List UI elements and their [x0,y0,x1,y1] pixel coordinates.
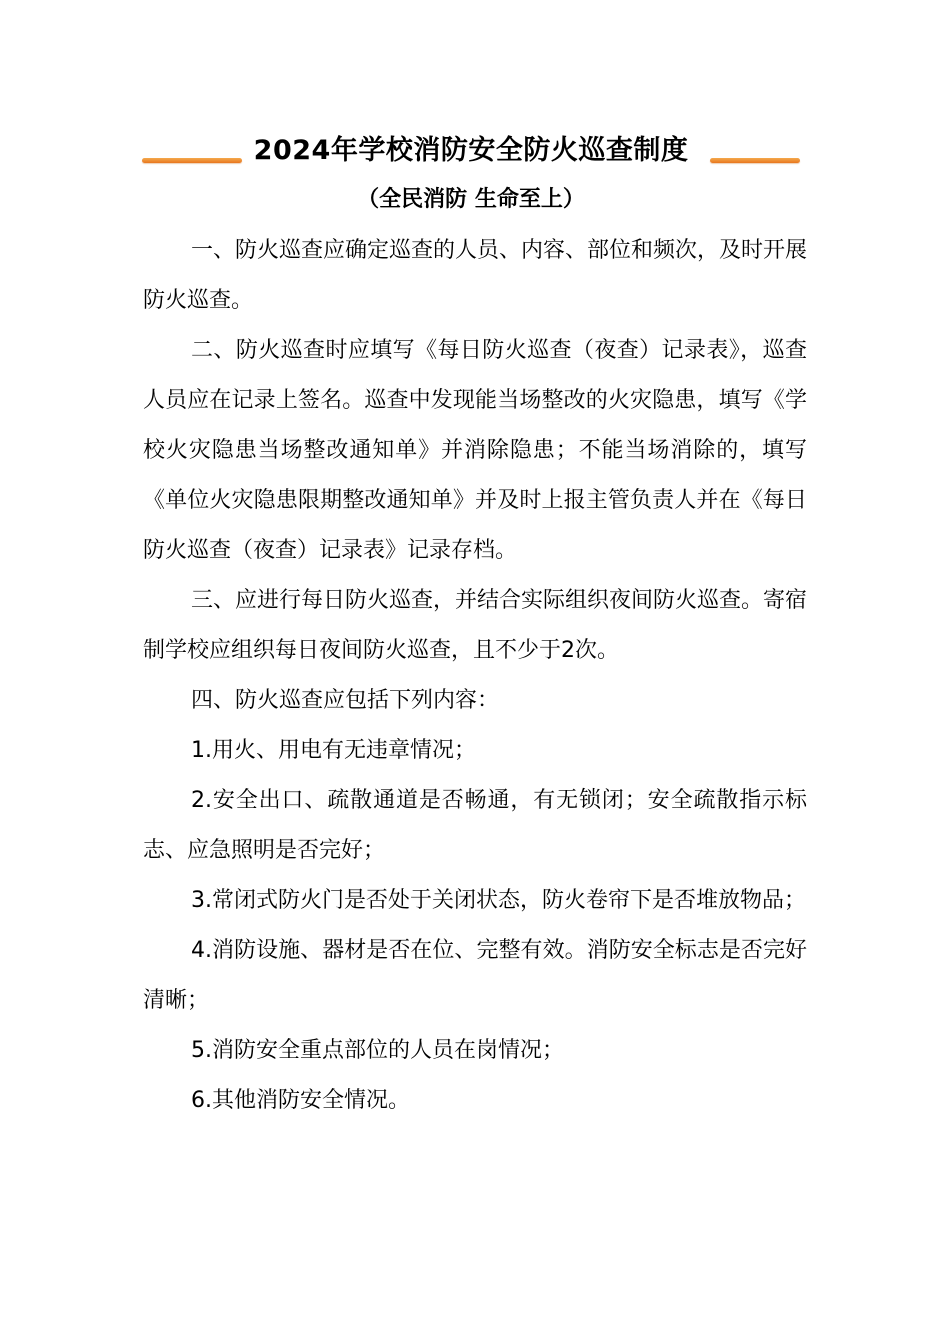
document-subtitle: （全民消防 生命至上） [357,187,585,212]
list-item-5: 5.消防安全重点部位的人员在岗情况； [191,1038,564,1063]
paragraph-4: 四、防火巡查应包括下列内容： [191,688,500,713]
paragraph-1: 一、防火巡查应确定巡查的人员、内容、部位和频次，及时开展防火巡查。 [143,238,808,313]
paragraph-2: 二、防火巡查时应填写《每日防火巡查（夜查）记录表》，巡查人员应在记录上签名。巡查中发现能当场整改的火灾隐患，填写《学校火灾隐患当场整改通知单》并消除隐患；不能当场消除的，填写《单位火灾隐患限期整改通知单》并及时上报主管负责人并在《每日防火巡查（夜查）记录表》记录存档。 [143,338,807,563]
list-item-4: 4.消防设施、器材是否在位、完整有效。消防安全标志是否完好清晰； [143,938,807,1013]
paragraph-3: 三、应进行每日防火巡查，并结合实际组织夜间防火巡查。寄宿制学校应组织每日夜间防火巡查，且不少于2次。 [143,588,808,663]
list-item-1: 1.用火、用电有无违章情况； [191,738,476,763]
list-item-6: 6.其他消防安全情况。 [191,1088,410,1113]
document-title-wrapper [142,128,800,174]
list-item-2: 2.安全出口、疏散通道是否畅通，有无锁闭；安全疏散指示标志、应急照明是否完好； [143,788,807,863]
document-body [143,226,807,1126]
document-title: 2024年学校消防安全防火巡查制度 [253,135,689,166]
list-item-3: 3.常闭式防火门是否处于关闭状态，防火卷帘下是否堆放物品； [191,888,806,913]
title-row [142,128,800,174]
